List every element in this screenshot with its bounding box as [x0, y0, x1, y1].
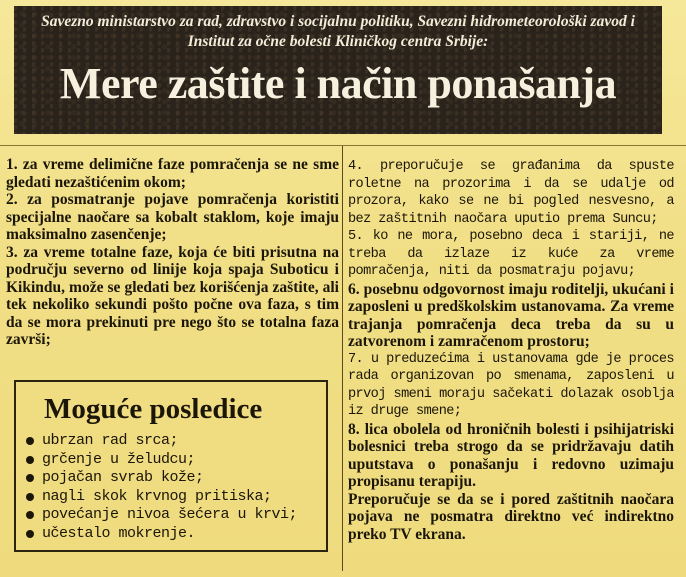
measure-item-5: 5. ko ne mora, posebno deca i stariji, ne treba da izlaze iz kuće za vreme pomračenja, niti da posmatraju pojavu; [348, 229, 674, 279]
list-item [26, 506, 316, 525]
list-item [26, 451, 316, 470]
closing-recommendation: Preporučuje se da se i pored zaštitnih naočara pojava ne posmatra direktno već indirektno preko TV ekrana. [348, 490, 674, 543]
header-banner [14, 6, 662, 134]
list-item [26, 432, 316, 451]
bullet-icon [26, 456, 34, 464]
bullet-icon [26, 493, 34, 501]
bullet-icon [26, 437, 34, 445]
bullet-icon [26, 530, 34, 538]
column-top-rule [0, 145, 686, 146]
left-column [6, 156, 339, 349]
measure-item-3: 3. za vreme totalne faze, koja će biti prisutna na području severno od linije koja spaja Suboticu i Kikindu, može se gledati bez korišćenja zaštite, ali tek nekoliko sekundi pošto počne ova faza, s tim da se mora prekinuti pre nego što se totalna faza završi; [6, 243, 339, 348]
list-item-label: grčenje u želudcu; [42, 450, 196, 468]
list-item-label: povećanje nivoa šećera u krvi; [42, 506, 298, 523]
list-item [26, 525, 316, 544]
consequences-list [26, 432, 316, 543]
list-item-label: učestalo mokrenje. [42, 524, 196, 542]
measure-item-2: 2. za posmatranje pojave pomračenja koristiti specijalne naočare sa kobalt staklom, koje imaju maksimalno zasenčenje; [6, 191, 339, 243]
measure-item-4: 4. preporučuje se građanima da spuste roletne na prozorima i da se udalje od prozora, kako se ne bi pogled nesvesno, a bez zaštitnih naočara uputio prema Suncu; [348, 159, 674, 227]
list-item-label: ubrzan rad srca; [42, 432, 179, 449]
measure-item-1: 1. za vreme delimične faze pomračenja se ne sme gledati nezaštićenim okom; [6, 156, 339, 191]
bullet-icon [26, 474, 34, 482]
consequences-box [14, 380, 328, 552]
headline: Mere zaštite i način ponašanja [59, 59, 617, 108]
measure-item-6: 6. posebnu odgovornost imaju roditelji, ukućani i zaposleni u predškolskim ustanovama. Za vreme trajanja pomračenja deca treba da su u zatvorenom i zamračenom prostoru; [348, 280, 674, 350]
measure-item-8: 8. lica obolela od hroničnih bolesti i psihijatriski bolesnici treba strogo da se pridržavaju datih uputstava o ponašanju i redovno uzimaju propisanu terapiju. [348, 420, 674, 490]
list-item-label: nagli skok krvnog pritiska; [42, 487, 272, 505]
column-divider [342, 146, 343, 571]
list-item [26, 488, 316, 507]
consequences-title: Moguće posledice [44, 393, 263, 425]
bullet-icon [26, 511, 34, 519]
list-item-label: pojačan svrab kože; [42, 469, 204, 486]
list-item [26, 469, 316, 488]
measure-item-7: 7. u preduzećima i ustanovama gde je proces rada organizovan po smenama, zaposleni u prvoj smeni moraju sačekati dolazak osoblja iz druge smene; [348, 351, 674, 419]
header-kicker: Savezno ministarstvo za rad, zdravstvo i socijalnu politiku, Savezni hidrometeorološki zavod i Institut za očne bolesti Kliničkog centra Srbije: [41, 13, 635, 50]
right-column [348, 158, 674, 543]
